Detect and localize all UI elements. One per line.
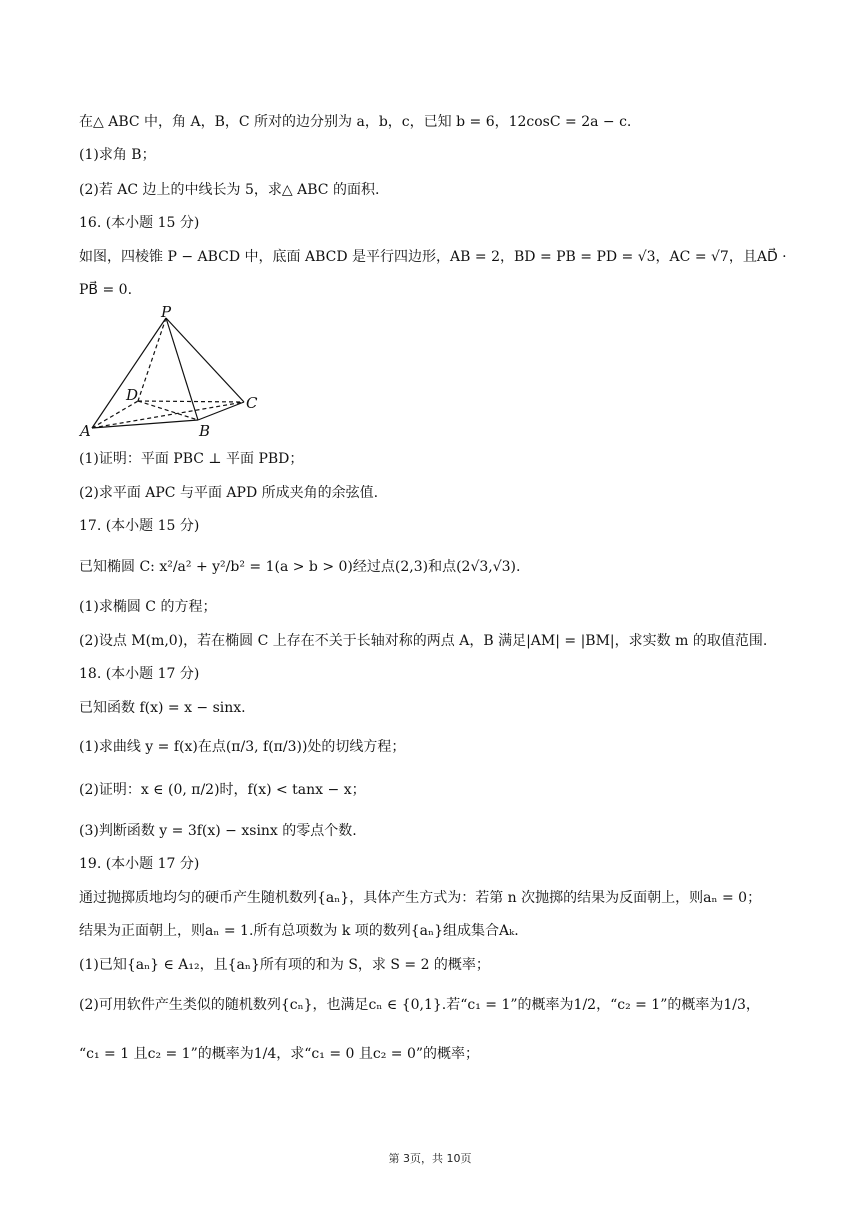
text-line: (1)已知{aₙ} ∈ A₁₂，且{aₙ}所有项的和为 S，求 S = 2 的概率；	[79, 957, 490, 973]
text-line: 已知椭圆 C: x²/a² + y²/b² = 1(a > b > 0)经过点(2,3)和点(2√3,√3).	[79, 559, 521, 575]
vertex-label-b: B	[199, 422, 211, 440]
text-line: (2)求平面 APC 与平面 APD 所成夹角的余弦值.	[79, 485, 379, 501]
text-line: (3)判断函数 y = 3f(x) − xsinx 的零点个数.	[79, 823, 357, 839]
text-line: 在△ ABC 中，角 A，B，C 所对的边分别为 a，b，c，已知 b = 6，12cosC = 2a − c.	[79, 114, 632, 130]
text-line: (2)可用软件产生类似的随机数列{cₙ}，也满足cₙ ∈ {0,1}.若“c₁ = 1”的概率为1/2，“c₂ = 1”的概率为1/3，	[79, 997, 760, 1013]
text-line: (1)证明：平面 PBC ⊥ 平面 PBD；	[79, 451, 304, 467]
vertex-label-c: C	[246, 394, 258, 412]
text-line: 如图，四棱锥 P − ABCD 中，底面 ABCD 是平行四边形，AB = 2，BD = PB = PD = √3，AC = √7，且AD⃗ ·	[79, 249, 787, 265]
page-footer: 第 3页，共 10页	[388, 1152, 472, 1165]
text-line: 通过抛掷质地均匀的硬币产生随机数列{aₙ}，具体产生方式为：若第 n 次抛掷的结果为反面朝上，则aₙ = 0；	[79, 890, 762, 906]
text-line: (2)证明：x ∈ (0, π/2)时，f(x) < tanx − x；	[79, 782, 366, 798]
text-line: (1)求椭圆 C 的方程；	[79, 599, 217, 615]
pyramid-figure	[78, 306, 268, 442]
vertex-label-p: P	[161, 306, 172, 321]
text-line: (1)求曲线 y = f(x)在点(π/3, f(π/3))处的切线方程；	[79, 739, 406, 755]
question-heading: 18. (本小题 17 分)	[79, 666, 200, 682]
text-line: (2)设点 M(m,0)，若在椭圆 C 上存在不关于长轴对称的两点 A，B 满足|AM| = |BM|，求实数 m 的取值范围.	[79, 633, 768, 649]
text-line: (1)求角 B；	[79, 147, 156, 163]
vertex-label-d: D	[126, 386, 139, 404]
text-line: “c₁ = 1 且c₂ = 1”的概率为1/4，求“c₁ = 0 且c₂ = 0”的概率；	[79, 1046, 480, 1062]
vertex-label-a: A	[80, 422, 91, 440]
text-line: PB⃗ = 0.	[79, 282, 133, 298]
text-line: 已知函数 f(x) = x − sinx.	[79, 700, 246, 716]
question-heading: 17. (本小题 15 分)	[79, 518, 200, 534]
text-line: 结果为正面朝上，则aₙ = 1.所有总项数为 k 项的数列{aₙ}组成集合Aₖ.	[79, 923, 519, 939]
question-heading: 19. (本小题 17 分)	[79, 856, 200, 872]
question-heading: 16. (本小题 15 分)	[79, 215, 200, 231]
text-line: (2)若 AC 边上的中线长为 5，求△ ABC 的面积.	[79, 182, 380, 198]
